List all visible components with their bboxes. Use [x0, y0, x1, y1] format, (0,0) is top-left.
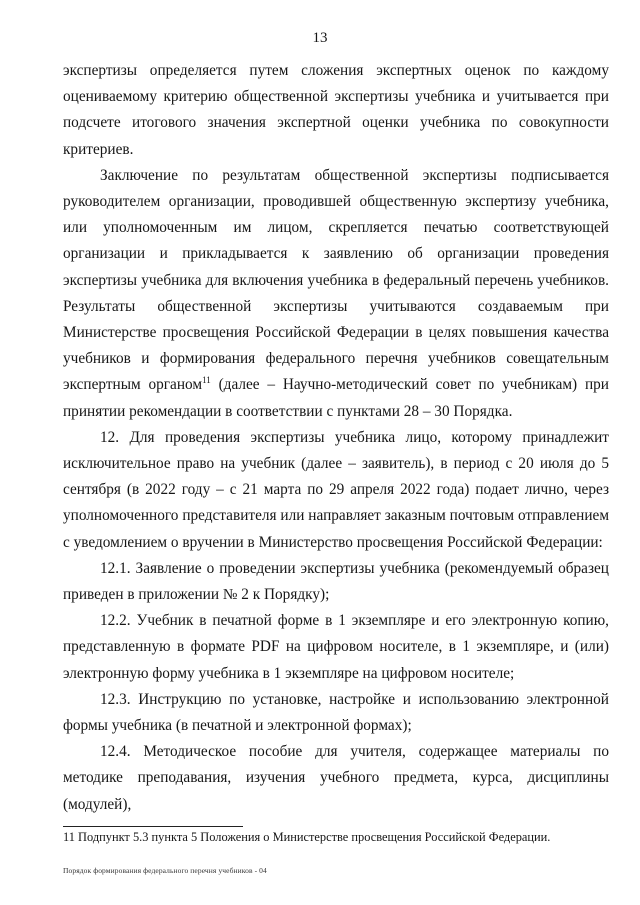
paragraph-conclusion — [63, 163, 609, 425]
paragraph-continuation: экспертизы определяется путем сложения экспертных оценок по каждому оцениваемому критерию общественной экспертизы учебника и учитывается при подсчете итогового значения экспертной оценки учебника по совокупности критериев. — [63, 62, 609, 158]
paragraph-item-12-3: 12.3. Инструкцию по установке, настройке и использованию электронной формы учебника (в печатной и электронной формах); — [63, 690, 609, 735]
footnote-reference: 11 — [202, 375, 211, 386]
footnote-divider — [63, 826, 243, 827]
paragraph-item-12-1: 12.1. Заявление о проведении экспертизы учебника (рекомендуемый образец приведен в приложении № 2 к Порядку); — [63, 559, 609, 604]
paragraph-item-12-4: 12.4. Методическое пособие для учителя, содержащее материалы по методике преподавания, изучения учебного предмета, курса, дисциплины (модулей), — [63, 743, 609, 813]
paragraph-text: (далее – Научно-методический совет по учебникам) при принятии рекомендации в соответствии с пунктами 28 – 30 Порядка. — [63, 376, 609, 420]
document-footer: Порядок формирования федерального перечня учебников - 04 — [63, 866, 267, 875]
paragraph-text: Заключение по результатам общественной экспертизы подписывается руководителем организации, проводившей общественную экспертизу учебника, или уполномоченным им лицом, скрепляется печатью соответствующей организации и прикладывается к заявлению об организации проведения экспертизы учебника для включения учебника в федеральный перечень учебников. Результаты общественной экспертизы учитываются создаваемым при Министерстве просвещения Российской Федерации в целях повышения качества учебников и формирования федерального перечня учебников совещательным экспертным органом — [63, 166, 609, 394]
paragraph-item-12-2: 12.2. Учебник в печатной форме в 1 экземпляре и его электронную копию, представленную в формате PDF на цифровом носителе, в 1 экземпляре, и (или) электронную форму учебника в 1 экземпляре на цифровом носителе; — [63, 612, 609, 682]
page-number: 13 — [312, 30, 328, 46]
paragraph-item-12: 12. Для проведения экспертизы учебника лицо, которому принадлежит исключительное право на учебник (далее – заявитель), в период с 20 июля до 5 сентября (в 2022 году – с 21 марта по 29 апреля 2022 года) подает лично, через уполномоченного представителя или направляет заказным почтовым отправлением с уведомлением о вручении в Министерство просвещения Российской Федерации: — [63, 428, 609, 551]
footnote: 11 Подпункт 5.3 пункта 5 Положения о Министерстве просвещения Российской Федерации. — [63, 830, 551, 844]
document-body — [63, 58, 609, 818]
